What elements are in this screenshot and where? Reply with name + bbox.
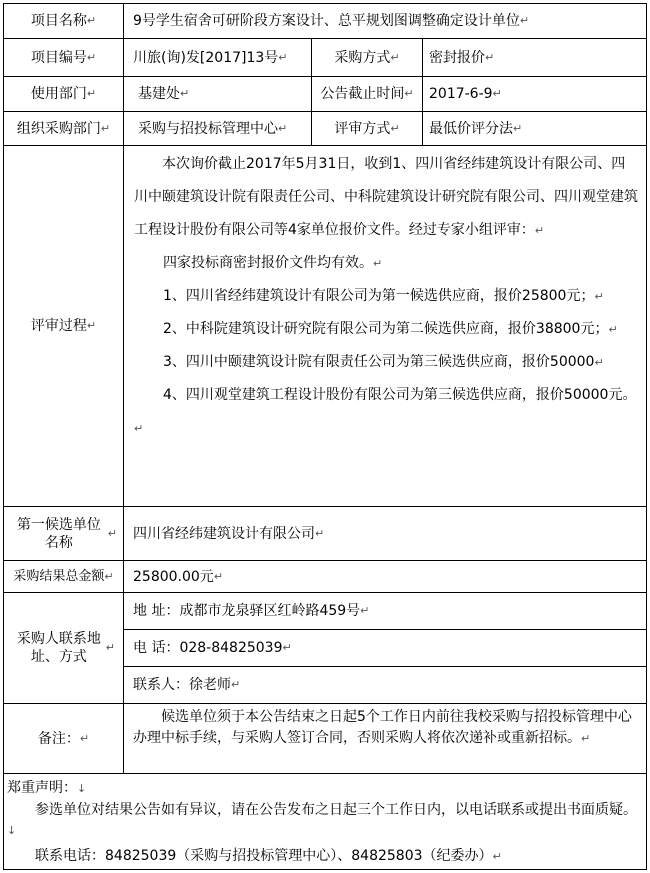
deadline-value: 2017-6-9 ↵ (429, 86, 502, 102)
purchase-method-value: 密封报价 ↵ (429, 49, 495, 66)
remark-label: 备注： ↵ (37, 730, 90, 747)
declaration-body: 参选单位对结果公告如有异议，请在公告发布之日起三个工作日内，以电话联系或提出书面质疑。↓ (7, 802, 637, 837)
project-name-label: 项目名称 ↵ (30, 13, 97, 29)
first-candidate-label: 第一候选单位名称 ↵ (16, 516, 117, 551)
department-value: 基建处 ↵ (138, 86, 190, 102)
total-amount-label: 采购结果总金额 ↵ (13, 568, 114, 584)
project-no-value: 川旅(询)发[2017]13号 ↵ (133, 49, 288, 66)
review-item-4: 4、四川观堂建筑工程设计股份有限公司为第三候选供应商，报价50000元。↵ (134, 387, 637, 435)
purchaser-contact-label: 采购人联系地址、方式 ↵ (16, 631, 115, 665)
review-item-1: 1、四川省经纬建筑设计有限公司为第一候选供应商，报价25800元；↵ (163, 288, 604, 304)
project-name-value: 9号学生宿舍可研阶段方案设计、总平规划图调整确定设计单位 ↵ (133, 13, 530, 29)
review-valid-note: 四家投标商密封报价文件均有效。↵ (163, 255, 383, 271)
org-dept-value: 采购与招投标管理中心 ↵ (138, 120, 288, 137)
purchaser-contact-person: 联系人：徐老师 ↵ (133, 677, 241, 693)
org-dept-label: 组织采购部门 ↵ (16, 120, 111, 137)
declaration-contact: 联系电话：84825039（采购与招投标管理中心）、84825803（纪委办）↵ (35, 848, 502, 864)
row-divider (3, 773, 646, 774)
review-item-3: 3、四川中颐建筑设计院有限责任公司为第三候选供应商，报价50000↵ (163, 354, 604, 370)
project-no-label: 项目编号 ↵ (30, 49, 97, 66)
remark-value: 候选单位须于本公告结束之日起5个工作日内前往我校采购与招投标管理中心办理中标手续，与采购人签订合同，否则采购人将依次递补或重新招标。↵ (133, 709, 632, 746)
deadline-label: 公告截止时间 ↵ (320, 86, 414, 102)
review-process-label: 评审过程 ↵ (30, 318, 97, 334)
review-item-2: 2、中科院建筑设计研究院有限公司为第二候选供应商，报价38800元；↵ (163, 321, 618, 337)
review-process-content (124, 146, 646, 506)
purchaser-phone: 电 话：028-84825039 ↵ (133, 640, 292, 656)
department-label: 使用部门 ↵ (30, 86, 97, 102)
table-border-bottom (3, 869, 646, 870)
purchaser-address: 地 址：成都市龙泉驿区红岭路459号 ↵ (133, 603, 370, 619)
review-method-label: 评审方式 ↵ (334, 120, 400, 137)
first-candidate-value: 四川省经纬建筑设计有限公司 ↵ (133, 525, 325, 542)
total-amount-value: 25800.00元 ↵ (133, 568, 224, 585)
review-method-value: 最低价评分法 ↵ (429, 120, 523, 137)
table-border-right (646, 3, 647, 870)
purchase-method-label: 采购方式 ↵ (334, 49, 400, 66)
review-intro: 本次询价截止2017年5月31日，收到1、四川省经纬建筑设计有限公司、四川中颐建筑设计院有限责任公司、中科院建筑设计研究院有限公司、四川观堂建筑工程设计股份有限公司等4家单位报价文件。经过专家小组评审：↵ (134, 156, 638, 238)
declaration-title: 郑重声明：↓ (7, 780, 87, 796)
